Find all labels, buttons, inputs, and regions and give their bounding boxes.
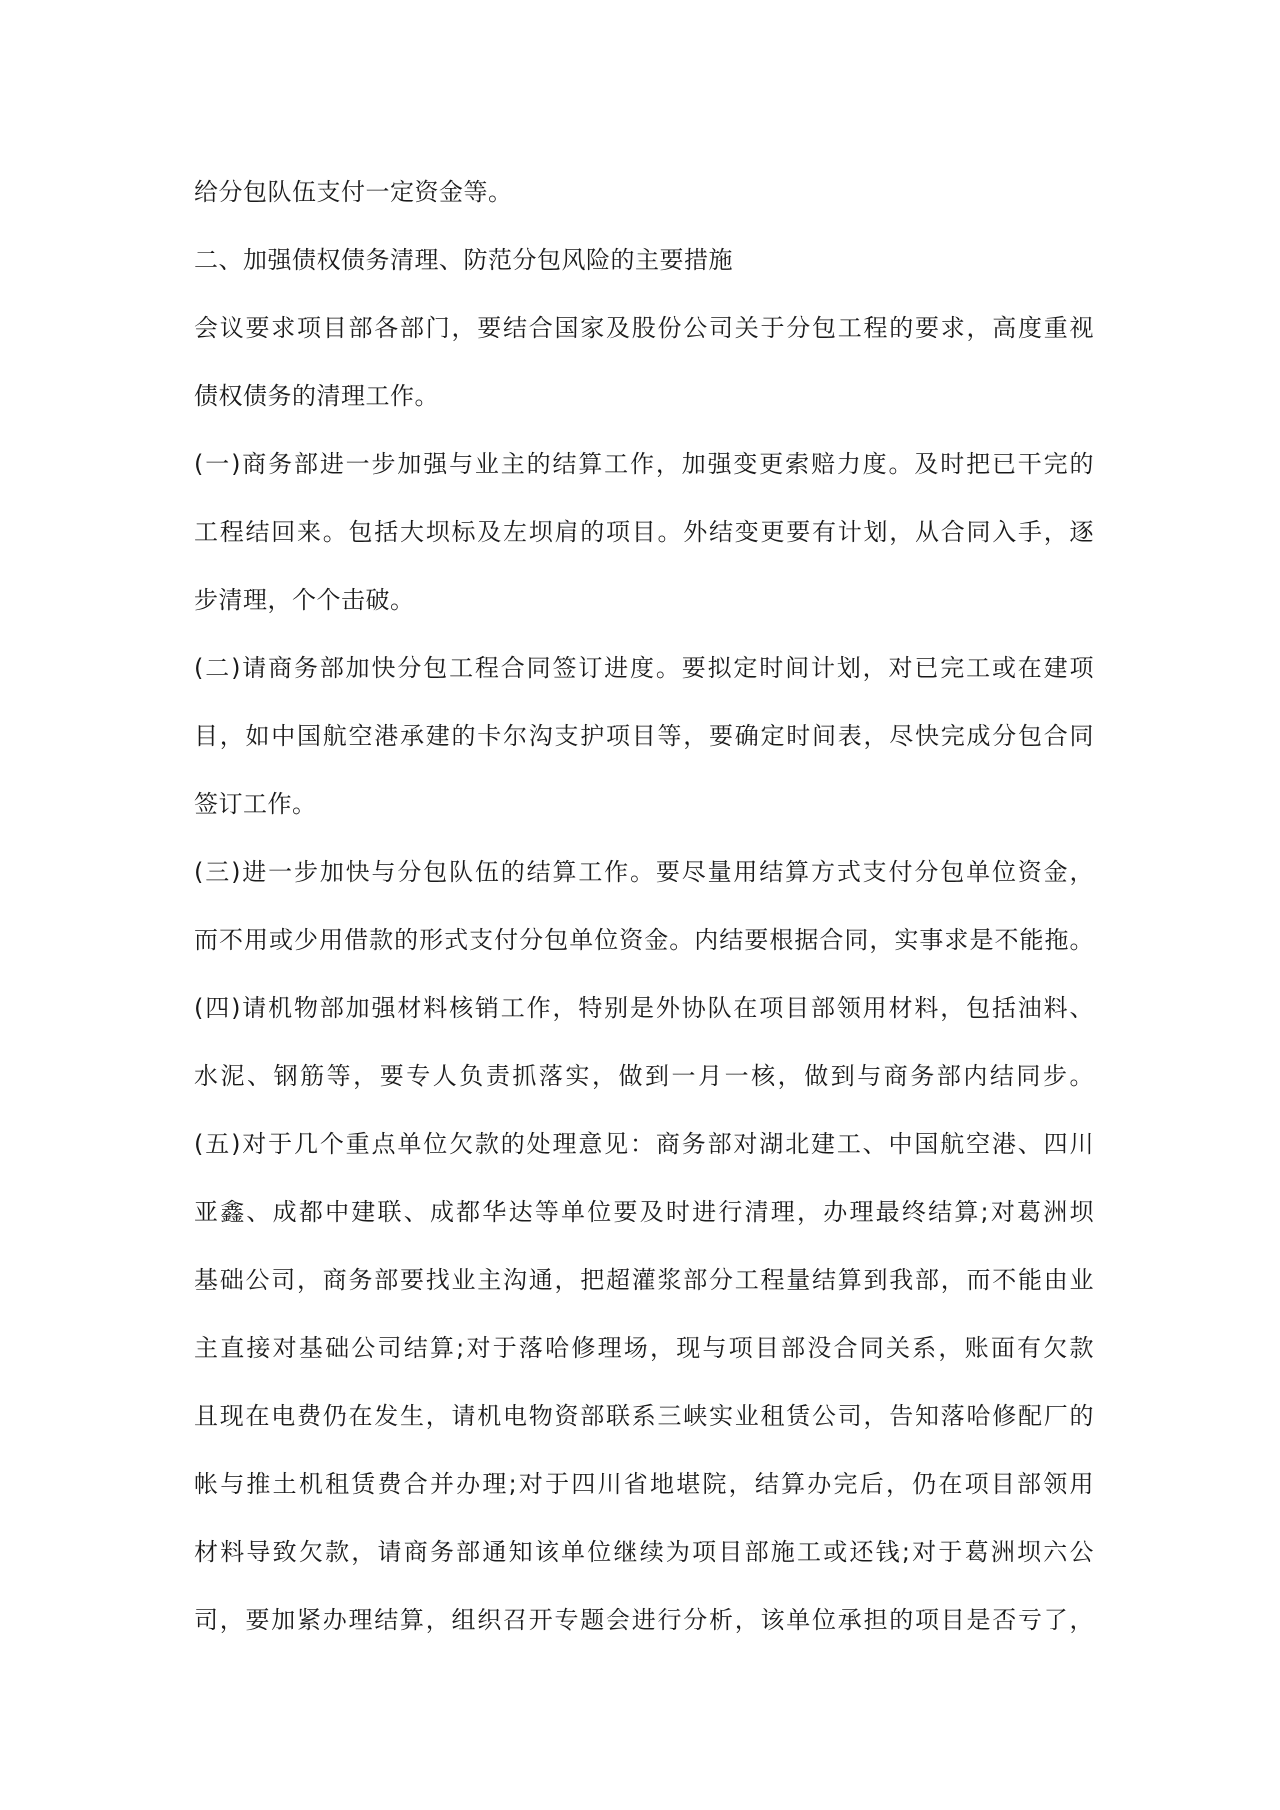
paragraph-line: 水泥、钢筋等，要专人负责抓落实，做到一月一核，做到与商务部内结同步。: [194, 1062, 1094, 1090]
paragraph-line: 工程结回来。包括大坝标及左坝肩的项目。外结变更要有计划，从合同入手，逐: [194, 518, 1094, 546]
paragraph-line: 会议要求项目部各部门，要结合国家及股份公司关于分包工程的要求，高度重视: [194, 314, 1094, 342]
section-heading: 二、加强债权债务清理、防范分包风险的主要措施: [194, 246, 733, 274]
paragraph-line: 债权债务的清理工作。: [194, 382, 439, 410]
paragraph-line: 帐与推土机租赁费合并办理;对于四川省地堪院，结算办完后，仍在项目部领用: [194, 1470, 1094, 1498]
paragraph-line: 材料导致欠款，请商务部通知该单位继续为项目部施工或还钱;对于葛洲坝六公: [194, 1538, 1094, 1566]
paragraph-line: 且现在电费仍在发生，请机电物资部联系三峡实业租赁公司，告知落哈修配厂的: [194, 1402, 1094, 1430]
paragraph-line: (三)进一步加快与分包队伍的结算工作。要尽量用结算方式支付分包单位资金，: [194, 858, 1094, 886]
paragraph-line: 司，要加紧办理结算，组织召开专题会进行分析，该单位承担的项目是否亏了，: [194, 1606, 1094, 1634]
paragraph-line: 给分包队伍支付一定资金等。: [194, 178, 513, 206]
paragraph-line: 基础公司，商务部要找业主沟通，把超灌浆部分工程量结算到我部，而不能由业: [194, 1266, 1094, 1294]
paragraph-line: 主直接对基础公司结算;对于落哈修理场，现与项目部没合同关系，账面有欠款: [194, 1334, 1094, 1362]
paragraph-line: (一)商务部进一步加强与业主的结算工作，加强变更索赔力度。及时把已干完的: [194, 450, 1094, 478]
paragraph-line: 签订工作。: [194, 790, 317, 818]
paragraph-line: (四)请机物部加强材料核销工作，特别是外协队在项目部领用材料，包括油料、: [194, 994, 1094, 1022]
paragraph-line: 目，如中国航空港承建的卡尔沟支护项目等，要确定时间表，尽快完成分包合同: [194, 722, 1094, 750]
paragraph-line: 亚鑫、成都中建联、成都华达等单位要及时进行清理，办理最终结算;对葛洲坝: [194, 1198, 1094, 1226]
paragraph-line: (五)对于几个重点单位欠款的处理意见：商务部对湖北建工、中国航空港、四川: [194, 1130, 1094, 1158]
paragraph-line: (二)请商务部加快分包工程合同签订进度。要拟定时间计划，对已完工或在建项: [194, 654, 1094, 682]
document-body: [194, 158, 1094, 1654]
paragraph-line: 而不用或少用借款的形式支付分包单位资金。内结要根据合同，实事求是不能拖。: [194, 926, 1094, 954]
paragraph-line: 步清理，个个击破。: [194, 586, 415, 614]
